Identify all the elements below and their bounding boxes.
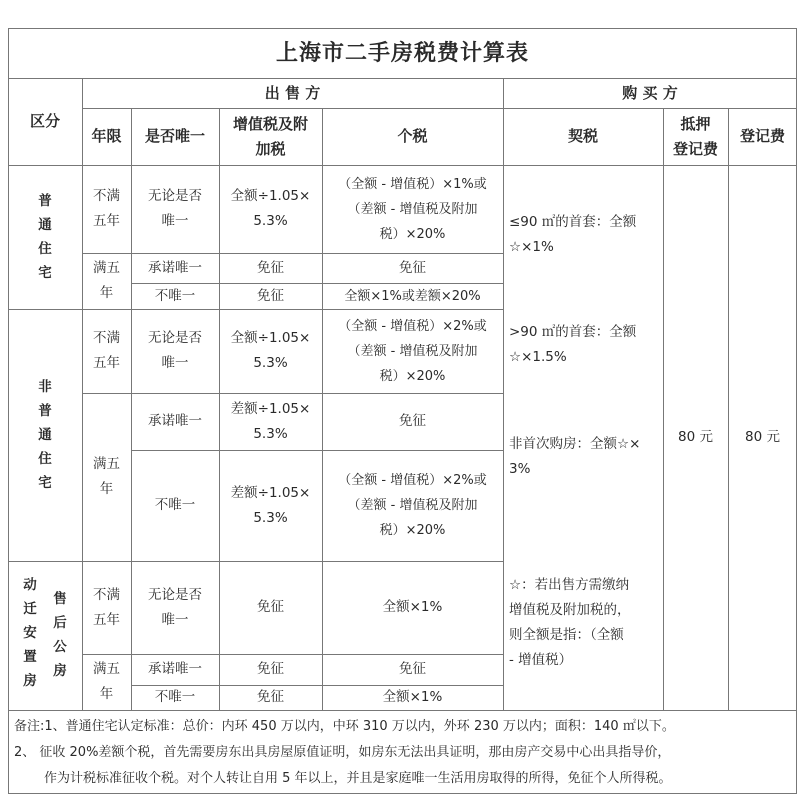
- ordinary-ge5-years: 满五 年: [93, 260, 120, 301]
- nonordinary-ge5-promise-tax: 免征: [399, 413, 426, 429]
- relocation-ge5-not: 不唯一: [154, 689, 196, 705]
- category-relocation: [8, 561, 82, 710]
- registration-fee: 80 元: [745, 429, 780, 445]
- deed-non-first: 非首次购房：全额☆× 3%: [509, 436, 641, 477]
- ordinary-ge5-promise-tax: 免征: [399, 259, 426, 276]
- nonordinary-ge5-not-tax: （全额 - 增值税）×2%或 （差额 - 增值税及附加 税）×20%: [338, 473, 487, 538]
- nonordinary-ge5-not-vat: 差额÷1.05× 5.3%: [230, 484, 311, 526]
- header-diya: 抵押 登记费: [672, 114, 718, 158]
- relocation-ge5-promise: 承诺唯一: [148, 661, 202, 677]
- note-line-3: 作为计税标准征收个税。对个人转让自用 5 年以上，并且是家庭唯一生活用房取得的所得，免征个人所得税。: [44, 771, 672, 786]
- header-seller: 出 售 方: [264, 83, 321, 102]
- relocation-ge5-promise-vat: 免征: [257, 661, 284, 677]
- nonordinary-lt5-years: 不满 五年: [93, 330, 120, 371]
- category-nonordinary-label: 非普通住宅: [38, 379, 52, 491]
- table-title: 上海市二手房税费计算表: [275, 40, 529, 66]
- deed-first-small: ≤90 ㎡的首套：全额 ☆×1%: [509, 214, 637, 255]
- category-ordinary: [8, 165, 82, 309]
- ordinary-ge5-promise-vat: 免征: [257, 259, 284, 276]
- category-relocation-label: 动迁安置房: [23, 577, 37, 689]
- ordinary-lt5-years: 不满 五年: [93, 188, 120, 229]
- relocation-lt5-unique: 无论是否 唯一: [148, 586, 202, 628]
- nonordinary-lt5-vat: 全额÷1.05× 5.3%: [230, 330, 311, 371]
- ordinary-ge5-promise: 承诺唯一: [148, 259, 202, 276]
- category-nonordinary: [8, 309, 82, 561]
- header-qufen: 区分: [29, 112, 60, 130]
- header-nianxian: 年限: [91, 127, 122, 145]
- header-dengji: 登记费: [739, 127, 785, 145]
- nonordinary-ge5-promise-vat: 差额÷1.05× 5.3%: [230, 400, 311, 442]
- grid-line: [8, 710, 797, 711]
- nonordinary-ge5-promise: 承诺唯一: [148, 413, 202, 429]
- deed-star-note: ☆：若出售方需缴纳 增值税及附加税的， 则全额是指：（全额 - 增值税）: [509, 577, 631, 668]
- deed-first-large: >90 ㎡的首套：全额 ☆×1.5%: [509, 324, 637, 365]
- note-line-1: 备注:1、普通住宅认定标准：总价：内环 450 万以内，中环 310 万以内，外环 230 万以内；面积：140 ㎡以下。: [14, 719, 675, 734]
- relocation-ge5-not-tax: 全额×1%: [382, 689, 443, 705]
- ordinary-ge5-not: 不唯一: [154, 287, 196, 304]
- relocation-ge5-years: 满五 年: [93, 661, 120, 702]
- header-qishui: 契税: [567, 127, 598, 145]
- ordinary-lt5-vat: 全额÷1.05× 5.3%: [230, 188, 311, 229]
- ordinary-lt5-unique: 无论是否 唯一: [148, 188, 202, 229]
- category-ordinary-label: 普通住宅: [38, 193, 52, 281]
- category-public-housing-label: 售后公房: [53, 591, 67, 679]
- header-buyer: 购 买 方: [622, 83, 678, 102]
- nonordinary-ge5-not: 不唯一: [154, 497, 196, 513]
- nonordinary-lt5-tax: （全额 - 增值税）×2%或 （差额 - 增值税及附加 税）×20%: [338, 318, 487, 384]
- relocation-lt5-years: 不满 五年: [93, 586, 120, 628]
- header-zengzhi: 增值税及附 加税: [232, 114, 308, 158]
- ordinary-ge5-not-vat: 免征: [257, 287, 284, 304]
- header-geshui: 个税: [397, 127, 428, 145]
- relocation-ge5-not-vat: 免征: [257, 689, 284, 705]
- note-line-2: 2、 征收 20%差额个税，首先需要房东出具房屋原值证明，如房东无法出具证明，那由房产交易中心出具指导价，: [14, 745, 671, 760]
- relocation-ge5-promise-tax: 免征: [399, 661, 426, 677]
- ordinary-lt5-tax: （全额 - 增值税）×1%或 （差额 - 增值税及附加 税）×20%: [338, 176, 487, 242]
- relocation-lt5-vat: 免征: [257, 599, 284, 615]
- mortgage-registration-fee: 80 元: [678, 429, 713, 445]
- relocation-lt5-tax: 全额×1%: [382, 599, 443, 615]
- nonordinary-lt5-unique: 无论是否 唯一: [148, 330, 202, 371]
- ordinary-ge5-not-tax: 全额×1%或差额×20%: [344, 288, 481, 304]
- header-shifou: 是否唯一: [144, 127, 205, 145]
- nonordinary-ge5-years: 满五 年: [93, 456, 120, 497]
